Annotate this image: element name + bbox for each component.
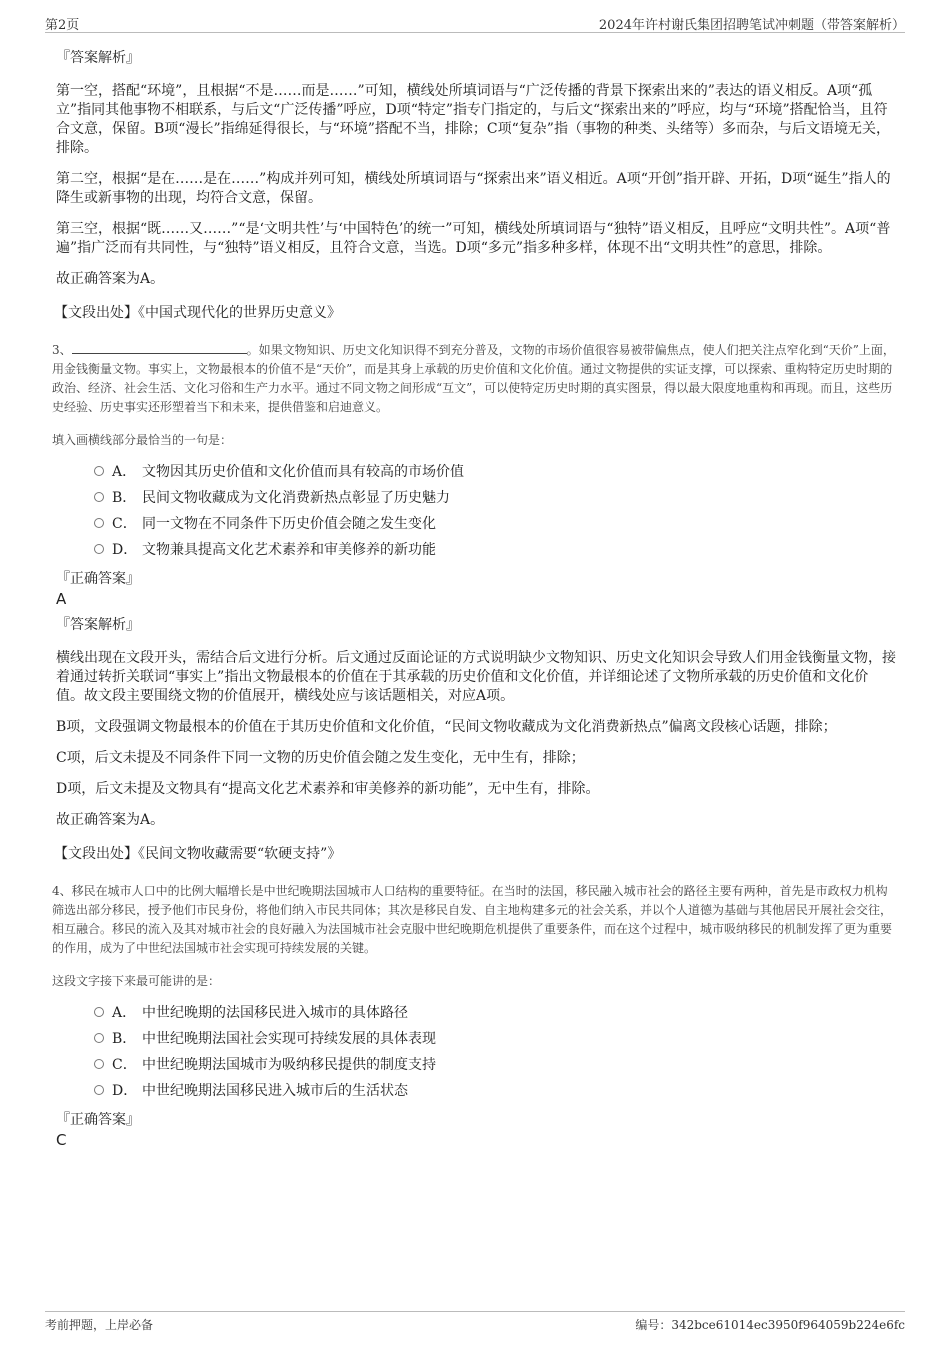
q3-analysis-paragraph-4: D项，后文未提及文物具有“提高文化艺术素养和审美修养的新功能”，无中生有，排除。	[56, 781, 600, 797]
radio-icon[interactable]	[94, 544, 104, 554]
q3-fill-blank	[72, 341, 247, 354]
q2-analysis-paragraph-2: 第二空，根据“是在……是在……”构成并列可知，横线处所填词语与“探索出来”语义相近。A项“开创”指开辟、开拓，D项“诞生”指人的降生或新事物的出现，均符合文意，保留。	[56, 171, 891, 206]
q3-prompt: 填入画横线部分最恰当的一句是：	[52, 433, 233, 447]
q3-analysis-paragraph-1: 横线出现在文段开头，需结合后文进行分析。后文通过反面论证的方式说明缺少文物知识、历史文化知识会导致人们用金钱衡量文物，接着通过转折关联词“事实上”指出文物最根本的价值在于其承载的历史价值和文化价值，并详细论述了文物所承载的历史价值和文化价值。故文段主要围绕文物的价值展开，横线处应与该话题相关，对应A项。	[56, 650, 896, 704]
q3-number: 3、	[52, 343, 72, 357]
q3-conclusion: 故正确答案为A。	[56, 812, 165, 828]
q4-options	[94, 1000, 896, 1104]
q4-prompt: 这段文字接下来最可能讲的是：	[52, 974, 221, 988]
page-number: 第2页	[45, 18, 80, 33]
q3-analysis-label: 『答案解析』	[56, 617, 140, 633]
page-footer	[45, 1311, 905, 1338]
q2-analysis-label: 『答案解析』	[56, 50, 140, 66]
q2-analysis-paragraph-1: 第一空，搭配“环境”，且根据“不是……而是……”可知，横线处所填词语与“广泛传播的背景下探索出来的”表达的语义相反。A项“孤立”指同其他事物不相联系，与后文“广泛传播”呼应，D项“特定”指专门指定的，与后文“探索出来的”呼应，均与“环境”搭配恰当，且符合文意，保留。B项“漫长”指绵延得很长，与“环境”搭配不当，排除；C项“复杂”指（事物的种类、头绪等）多而杂，与后文语境无关，排除。	[56, 83, 890, 156]
page-header	[45, 12, 905, 33]
radio-icon[interactable]	[94, 466, 104, 476]
footer-slogan: 考前押题，上岸必备	[45, 1318, 154, 1332]
q2-analysis-paragraph-3: 第三空，根据“既……又……”“是‘文明共性’与‘中国特色’的统一”可知，横线处所填词语与“独特”语义相反，且呼应“文明共性”。A项“普遍”指广泛而有共同性，与“独特”语义相反，且符合文意，当选。D项“多元”指多种多样，体现不出“文明共性”的意思，排除。	[56, 221, 891, 256]
radio-icon[interactable]	[94, 1059, 104, 1069]
q3-passage: 。如果文物知识、历史文化知识得不到充分普及，文物的市场价值很容易被带偏焦点，使人们把关注点窄化到“天价”上面，用金钱衡量文物。事实上，文物最根本的价值不是“天价”，而是其身上承载的历史价值和文化价值。通过文物提供的实证支撑，可以探索、重构特定历史时期的政治、经济、社会生活、文化习俗和生产力水平。通过不同文物之间形成“互文”，可以使特定历史时期的真实图景，得以最大限度地重构和再现。而且，这些历史经验、历史事实还形塑着当下和未来，提供借鉴和启迪意义。	[52, 343, 895, 414]
q4-answer-label: 『正确答案』	[56, 1112, 140, 1128]
q4-option-a[interactable]: A． 中世纪晚期的法国移民进入城市的具体路径	[94, 1000, 896, 1026]
q3-answer: A	[56, 590, 67, 608]
q4-answer: C	[56, 1131, 67, 1149]
radio-icon[interactable]	[94, 1033, 104, 1043]
q3-question-text	[52, 341, 896, 417]
q4-question-text: 4、移民在城市人口中的比例大幅增长是中世纪晚期法国城市人口结构的重要特征。在当时的法国，移民融入城市社会的路径主要有两种，首先是市政权力机构筛选出部分移民，授予他们市民身份，将他们纳入市民共同体；其次是移民自发、自主地构建多元的社会关系，并以个人道德为基础与其他居民开展社会交往，相互融合。移民的流入及其对城市社会的良好融入为法国城市社会克服中世纪晚期危机提供了重要条件，而在这个过程中，城市吸纳移民的机制发挥了更为重要的作用，成为了中世纪法国城市社会实现可持续发展的关键。	[52, 884, 893, 955]
q3-analysis-paragraph-2: B项，文段强调文物最根本的价值在于其历史价值和文化价值，“民间文物收藏成为文化消费新热点”偏离文段核心话题，排除；	[56, 719, 837, 735]
q4-option-b[interactable]: B． 中世纪晚期法国社会实现可持续发展的具体表现	[94, 1026, 896, 1052]
q3-source: 【文段出处】《民间文物收藏需要“软硬支持”》	[54, 846, 342, 862]
q3-options	[94, 459, 896, 563]
q3-option-a[interactable]: A． 文物因其历史价值和文化价值而具有较高的市场价值	[94, 459, 896, 485]
q4-option-d[interactable]: D． 中世纪晚期法国移民进入城市后的生活状态	[94, 1078, 896, 1104]
q3-answer-label: 『正确答案』	[56, 571, 140, 587]
page-content	[52, 48, 896, 1156]
q4-option-c[interactable]: C． 中世纪晚期法国城市为吸纳移民提供的制度支持	[94, 1052, 896, 1078]
radio-icon[interactable]	[94, 518, 104, 528]
q3-option-d[interactable]: D． 文物兼具提高文化艺术素养和审美修养的新功能	[94, 537, 896, 563]
q3-option-c[interactable]: C． 同一文物在不同条件下历史价值会随之发生变化	[94, 511, 896, 537]
q3-analysis-paragraph-3: C项，后文未提及不同条件下同一文物的历史价值会随之发生变化，无中生有，排除；	[56, 750, 585, 766]
document-id: 编号：342bce61014ec3950f964059b224e6fc	[635, 1318, 905, 1332]
q2-conclusion: 故正确答案为A。	[56, 271, 165, 287]
q3-option-b[interactable]: B． 民间文物收藏成为文化消费新热点彰显了历史魅力	[94, 485, 896, 511]
q2-source: 【文段出处】《中国式现代化的世界历史意义》	[54, 305, 341, 321]
radio-icon[interactable]	[94, 1007, 104, 1017]
radio-icon[interactable]	[94, 1085, 104, 1095]
document-title: 2024年许村谢氏集团招聘笔试冲刺题（带答案解析）	[598, 18, 905, 33]
radio-icon[interactable]	[94, 492, 104, 502]
